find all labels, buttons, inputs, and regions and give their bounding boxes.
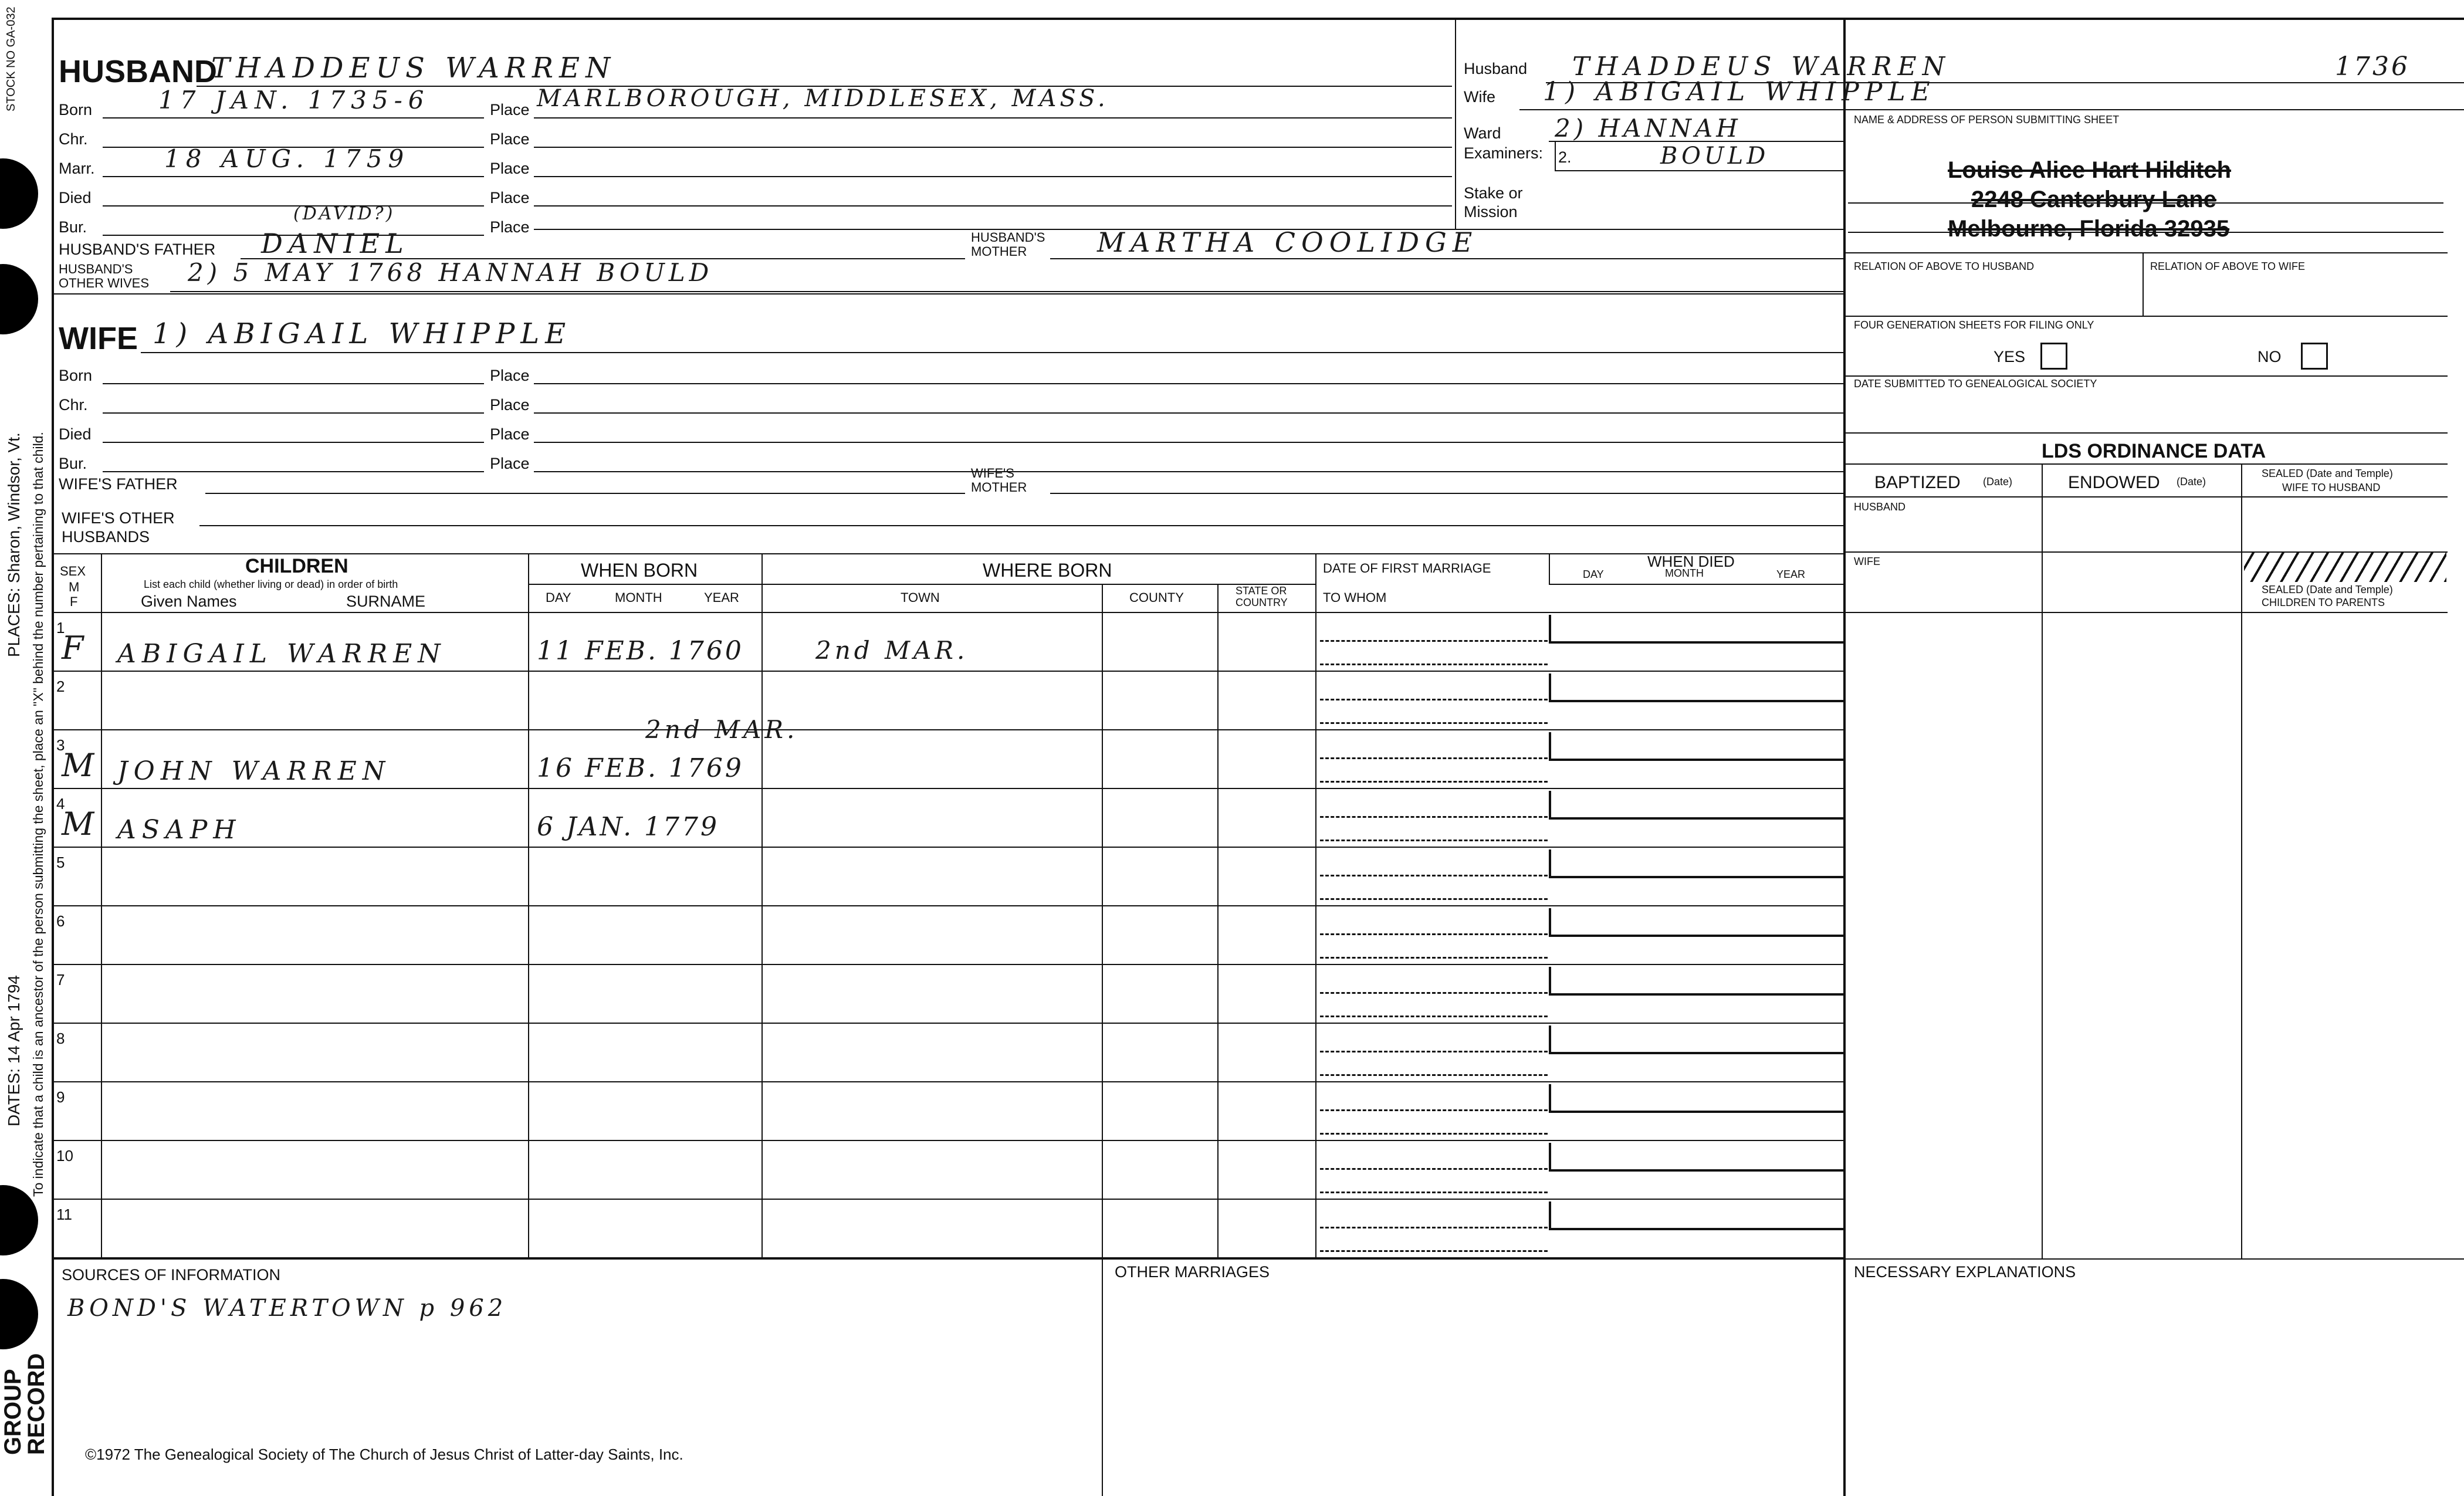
submitter-line-3: Melbourne, Florida 32935 (1948, 216, 2230, 242)
chr-label: Chr. (59, 130, 88, 148)
marriage-line (1320, 816, 1548, 818)
rule (534, 117, 1452, 119)
lds-title: LDS ORDINANCE DATA (2042, 440, 2266, 462)
marriage-line (1320, 1074, 1548, 1076)
place-label: Place (490, 396, 530, 414)
other-wives-label-2: OTHER WIVES (59, 276, 150, 290)
child-sex: M (62, 805, 94, 842)
county-label: COUNTY (1129, 590, 1184, 605)
died-line (1549, 935, 1843, 937)
marriage-line (1320, 1051, 1548, 1052)
row-rule (52, 788, 1843, 789)
died-line (1549, 1052, 1843, 1054)
row-number: 4 (56, 795, 65, 813)
rule (1050, 493, 1843, 494)
no-label: NO (2257, 348, 2282, 365)
m-label: M (69, 580, 80, 594)
side-places: PLACES: Sharon, Windsor, Vt. (5, 432, 23, 657)
rule (141, 352, 1843, 353)
marriage-line (1320, 640, 1548, 642)
children-label: CHILDREN (245, 555, 348, 577)
marriage-line (1320, 1168, 1548, 1170)
wife-died-label: Died (59, 425, 92, 443)
marriage-line (1320, 1016, 1548, 1017)
first-marriage-label: DATE OF FIRST MARRIAGE (1323, 561, 1491, 576)
sealed-children-label: SEALED (Date and Temple) (2262, 584, 2393, 595)
rule (1843, 252, 2448, 253)
examiner-2-num: 2. (1558, 148, 1572, 166)
bur-label: Bur. (59, 218, 87, 236)
place-label: Place (490, 130, 530, 148)
group-label: GROUP (0, 1369, 26, 1455)
lds-husband-label: HUSBAND (1854, 501, 1906, 513)
copyright-text: ©1972 The Genealogical Society of The Church of Jesus Christ of Latter-day Saints, Inc. (85, 1446, 683, 1463)
husband-other-wives: 2) 5 MAY 1768 HANNAH BOULD (188, 258, 713, 287)
place-label: Place (490, 101, 530, 119)
marr-label: Marr. (59, 160, 95, 177)
marriage-line (1320, 992, 1548, 994)
header-divider (1455, 18, 1456, 229)
ward-label: Ward (1464, 124, 1501, 142)
rule (534, 147, 1452, 148)
other-wives-label: HUSBAND'S (59, 262, 133, 276)
row-rule (52, 964, 1843, 965)
rule (1843, 316, 2448, 317)
state-label: STATE OR (1236, 585, 1287, 597)
wife-name: 1) ABIGAIL WHIPPLE (153, 317, 572, 350)
rule (1102, 584, 1103, 1258)
marriage-line (1320, 933, 1548, 935)
right-wife: 1) ABIGAIL WHIPPLE (1543, 77, 1936, 107)
rule (534, 205, 1452, 207)
died-line (1549, 641, 1843, 644)
examiner-2: BOULD (1660, 143, 1769, 170)
marriage-line (1320, 757, 1548, 759)
rule (170, 291, 1843, 292)
submitter-label: NAME & ADDRESS OF PERSON SUBMITTING SHEET (1854, 114, 2120, 126)
baptized-date-label: (Date) (1983, 476, 2013, 488)
row-rule (52, 1081, 1843, 1082)
died-label: Died (59, 189, 92, 207)
side-instruction: To indicate that a child is an ancestor of the person submitting the sheet, place an "X" behind the number pertaining to that child. (31, 432, 46, 1197)
marriage-line (1320, 1133, 1548, 1135)
marriage-line (1320, 1227, 1548, 1228)
rule (1555, 170, 1843, 171)
row-rule (52, 1140, 1843, 1141)
punch-hole (0, 1279, 38, 1349)
marriage-line (1320, 722, 1548, 724)
rule (534, 471, 1843, 472)
child-born: 6 JAN. 1779 (537, 812, 720, 842)
rule (205, 493, 965, 494)
rule (199, 525, 1843, 526)
died-bracket (1549, 1201, 1551, 1228)
right-husband-label: Husband (1464, 60, 1528, 77)
row-number: 9 (56, 1088, 65, 1106)
rule (1549, 553, 1550, 584)
rule (103, 176, 484, 177)
row-number: 2 (56, 678, 65, 695)
child-sex: F (62, 629, 84, 666)
list-note: List each child (whether living or dead) in order of birth (144, 578, 398, 590)
right-wife-label: Wife (1464, 88, 1495, 106)
died-year-label: YEAR (1776, 568, 1806, 580)
wife-other-husbands-label: WIFE'S OTHER (62, 509, 175, 527)
rule (1217, 584, 1219, 1258)
died-line (1549, 700, 1843, 702)
marriage-line (1320, 664, 1548, 665)
row-rule (52, 1199, 1843, 1200)
wife-born-label: Born (59, 367, 93, 384)
when-born-label: WHEN BORN (581, 560, 698, 581)
yes-label: YES (1993, 348, 2026, 365)
row-number: 7 (56, 971, 65, 989)
died-bracket (1549, 908, 1551, 935)
sex-label: SEX (60, 564, 86, 578)
rule (1843, 375, 2448, 377)
rule (2241, 463, 2242, 1258)
died-line (1549, 759, 1843, 761)
died-bracket (1549, 967, 1551, 993)
died-bracket (1549, 849, 1551, 876)
husband-mother-label-2: MOTHER (971, 244, 1027, 259)
hatched-cell (2244, 553, 2446, 582)
place-label: Place (490, 218, 530, 236)
rule (103, 412, 484, 414)
child-name: ASAPH (117, 815, 242, 845)
rule (534, 442, 1843, 443)
child-born: 11 FEB. 1760 (537, 636, 744, 666)
marriage-line (1320, 875, 1548, 876)
lds-wife-label: WIFE (1854, 556, 1880, 567)
examiner-1: 2) HANNAH (1555, 114, 1741, 143)
wife-mother-label-2: MOTHER (971, 480, 1027, 495)
row-number: 8 (56, 1030, 65, 1047)
row-rule (52, 1023, 1843, 1024)
born-year-label: YEAR (704, 590, 739, 605)
baptized-label: BAPTIZED (1874, 473, 1961, 492)
died-bracket (1549, 673, 1551, 700)
sealed-children-label-2: CHILDREN TO PARENTS (2262, 597, 2385, 608)
rule (1843, 463, 2448, 465)
died-line (1549, 993, 1843, 996)
died-line (1549, 1111, 1843, 1113)
place-label: Place (490, 160, 530, 177)
died-day-label: DAY (1583, 568, 1604, 580)
other-marriages-label: OTHER MARRIAGES (1115, 1263, 1270, 1281)
rule (534, 412, 1843, 414)
marriage-line (1320, 781, 1548, 783)
rule (2042, 463, 2043, 1258)
child-sex: M (62, 747, 94, 784)
relation-husband-label: RELATION OF ABOVE TO HUSBAND (1854, 260, 2035, 272)
place-label: Place (490, 367, 530, 384)
marriage-line (1320, 1250, 1548, 1252)
rule (1843, 496, 2448, 497)
rule (52, 293, 1843, 295)
country-label: COUNTRY (1236, 597, 1288, 608)
husband-father-label: HUSBAND'S FATHER (59, 241, 216, 258)
mission-label: Mission (1464, 203, 1518, 221)
row-number: 6 (56, 912, 65, 930)
born-month-label: MONTH (615, 590, 662, 605)
rule (1555, 141, 1556, 170)
husband-mother-label: HUSBAND'S (971, 230, 1045, 245)
row-number: 1 (56, 619, 65, 637)
child-town-note: 2nd MAR. (815, 636, 969, 665)
f-label: F (70, 594, 78, 609)
rule (103, 471, 484, 472)
sources-value: BOND'S WATERTOWN p 962 (67, 1295, 507, 1322)
row-number: 5 (56, 854, 65, 871)
examiners-label: Examiners: (1464, 144, 1544, 162)
wife-chr-label: Chr. (59, 396, 88, 414)
left-border (52, 18, 54, 1496)
husband-born-place: MARLBOROUGH, MIDDLESEX, MASS. (537, 85, 1109, 112)
died-bracket (1549, 1084, 1551, 1111)
row-number: 3 (56, 736, 65, 754)
marriage-line (1320, 840, 1548, 841)
submitter-line-1: Louise Alice Hart Hilditch (1948, 157, 2232, 183)
to-whom-label: TO WHOM (1323, 590, 1387, 605)
husband-bur-note: (DAVID?) (293, 204, 395, 224)
place-label: Place (490, 425, 530, 443)
date-submitted-label: DATE SUBMITTED TO GENEALOGICAL SOCIETY (1854, 378, 2097, 390)
row-number: 10 (56, 1147, 73, 1165)
sealed-label: SEALED (Date and Temple) (2262, 468, 2393, 479)
where-born-label: WHERE BORN (983, 560, 1112, 581)
town-label: TOWN (901, 590, 940, 605)
necessary-explanations-label: NECESSARY EXPLANATIONS (1854, 1263, 2076, 1281)
right-year: 1736 (2335, 52, 2410, 82)
punch-hole (0, 264, 38, 334)
sealed-label-2: WIFE TO HUSBAND (2282, 482, 2381, 493)
marriage-line (1320, 1109, 1548, 1111)
row-rule (52, 671, 1843, 672)
stock-number: STOCK NO GA-032 (5, 6, 18, 111)
died-month-label: MONTH (1665, 567, 1704, 579)
rule (534, 176, 1452, 177)
died-bracket (1549, 732, 1551, 759)
died-line (1549, 1228, 1843, 1230)
rule (1848, 232, 2443, 233)
died-line (1549, 817, 1843, 820)
row-rule (52, 729, 1843, 730)
when-died-label: WHEN DIED (1647, 553, 1735, 570)
rule (1102, 1258, 1103, 1496)
died-line (1549, 1169, 1843, 1172)
rule (103, 117, 484, 119)
died-bracket (1549, 615, 1551, 641)
row-rule (52, 905, 1843, 906)
rule (534, 383, 1843, 384)
rule (1519, 109, 2464, 110)
no-checkbox[interactable] (2301, 343, 2328, 370)
husband-name: THADDEUS WARREN (211, 52, 617, 84)
rule (2143, 252, 2144, 316)
given-names-label: Given Names (141, 593, 237, 610)
relation-wife-label: RELATION OF ABOVE TO WIFE (2150, 260, 2306, 272)
wife-father-label: WIFE'S FATHER (59, 475, 178, 493)
died-bracket (1549, 1025, 1551, 1052)
yes-checkbox[interactable] (2040, 343, 2067, 370)
rule (1843, 432, 2448, 434)
died-bracket (1549, 791, 1551, 817)
rule (103, 442, 484, 443)
rule (1549, 141, 1843, 142)
right-husband: THADDEUS WARREN (1572, 52, 1951, 82)
place-label: Place (490, 189, 530, 207)
endowed-label: ENDOWED (2068, 473, 2160, 492)
stake-label: Stake or (1464, 184, 1523, 202)
sources-label: SOURCES OF INFORMATION (62, 1266, 281, 1284)
rule (1050, 258, 1843, 259)
marriage-line (1320, 957, 1548, 959)
row-rule (52, 847, 1843, 848)
husband-father: DANIEL (261, 228, 409, 259)
marriage-line (1320, 699, 1548, 700)
child-name: JOHN WARREN (117, 756, 391, 786)
born-label: Born (59, 101, 93, 119)
died-bracket (1549, 1143, 1551, 1169)
wife-heading: WIFE (59, 321, 138, 356)
rule (1848, 202, 2443, 204)
rule (103, 383, 484, 384)
wife-mother-label: WIFE'S (971, 466, 1014, 480)
rule (1549, 584, 1843, 585)
husband-mother: MARTHA COOLIDGE (1097, 226, 1478, 258)
rule (52, 1258, 2464, 1260)
died-line (1549, 876, 1843, 878)
rule (52, 612, 2448, 613)
place-label: Place (490, 455, 530, 472)
wife-bur-label: Bur. (59, 455, 87, 472)
child-name: ABIGAIL WARREN (117, 639, 446, 669)
endowed-date-label: (Date) (2177, 476, 2206, 488)
record-label: RECORD (23, 1353, 49, 1455)
side-dates: DATES: 14 Apr 1794 (5, 975, 23, 1126)
punch-hole (0, 158, 38, 229)
wife-other-husbands-label-2: HUSBANDS (62, 528, 150, 546)
top-border (52, 18, 2464, 20)
born-day-label: DAY (546, 590, 571, 605)
surname-label: SURNAME (346, 593, 426, 610)
four-gen-label: FOUR GENERATION SHEETS FOR FILING ONLY (1854, 319, 2094, 331)
husband-marr: 18 AUG. 1759 (164, 144, 410, 173)
marriage-line (1320, 898, 1548, 900)
rule (528, 584, 1315, 585)
marriage-line (1320, 1192, 1548, 1193)
husband-heading: HUSBAND (59, 54, 217, 89)
submitter-line-2: 2248 Canterbury Lane (1971, 187, 2216, 212)
child-born: 16 FEB. 1769 (537, 753, 744, 783)
husband-born: 17 JAN. 1735-6 (158, 86, 430, 114)
right-divider (1843, 18, 1846, 1496)
row-number: 11 (56, 1206, 72, 1223)
child-town-note: 2nd MAR. (645, 715, 798, 744)
rule (52, 553, 1843, 554)
